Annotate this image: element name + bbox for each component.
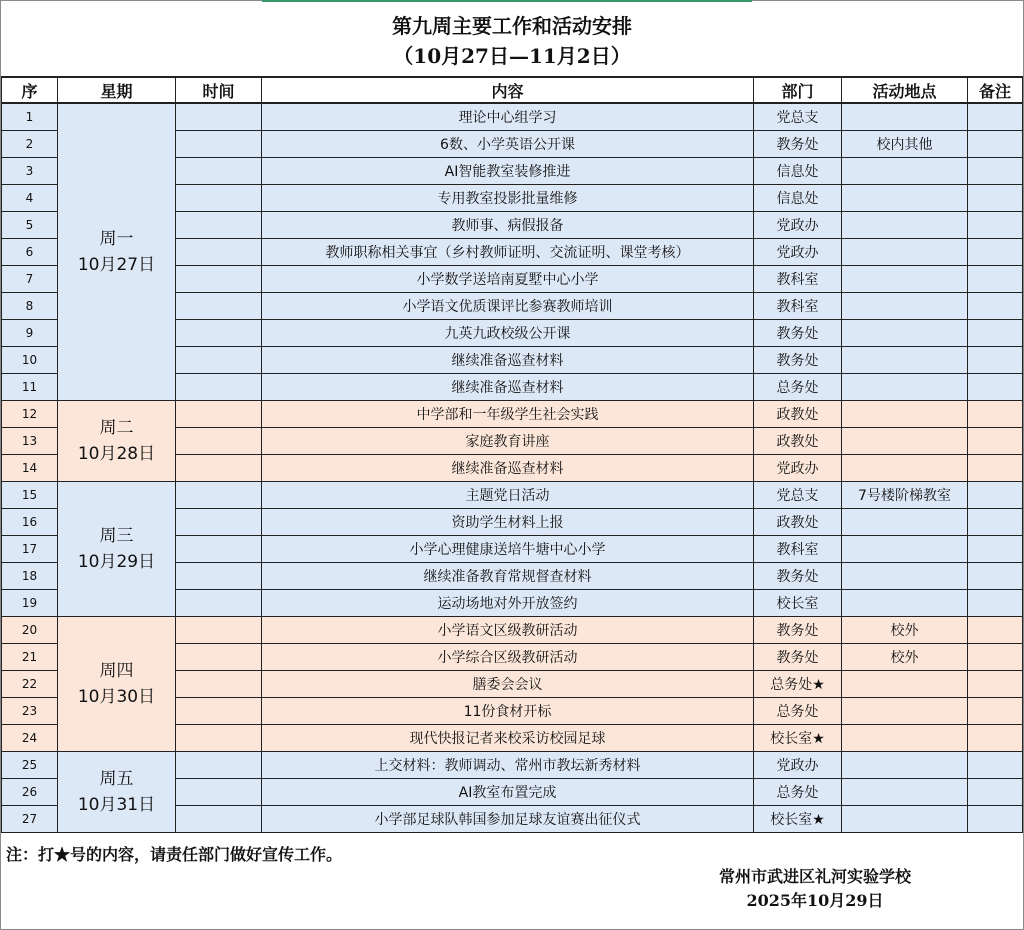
cell-time[interactable] [176,644,262,671]
cell-no[interactable]: 23 [2,698,58,725]
cell-dept[interactable]: 校长室★ [754,806,842,833]
cell-place[interactable] [842,671,968,698]
cell-dept[interactable]: 校长室★ [754,725,842,752]
weekday-label: 周四 [99,661,134,681]
col-header-time: 时间 [176,77,262,103]
cell-content[interactable]: 教师职称相关事宜（乡村教师证明、交流证明、课堂考核） [262,239,754,266]
cell-content[interactable]: 继续准备巡查材料 [262,455,754,482]
cell-no[interactable]: 24 [2,725,58,752]
cell-place[interactable]: 校内其他 [842,131,968,158]
cell-place[interactable] [842,103,968,131]
cell-time[interactable] [176,401,262,428]
cell-place[interactable] [842,212,968,239]
footnote: 注：打★号的内容，请责任部门做好宣传工作。 [6,845,343,864]
cell-content[interactable]: 主题党日活动 [262,482,754,509]
cell-content[interactable]: 小学语文优质课评比参赛教师培训 [262,293,754,320]
cell-content[interactable]: 小学心理健康送培牛塘中心小学 [262,536,754,563]
selection-indicator [262,0,752,2]
cell-time[interactable] [176,455,262,482]
signature-date: 2025年10月29日 [746,891,884,910]
cell-no[interactable]: 14 [2,455,58,482]
cell-dept[interactable]: 教科室 [754,266,842,293]
cell-dept[interactable]: 党总支 [754,103,842,131]
cell-time[interactable] [176,185,262,212]
cell-content[interactable]: 现代快报记者来校采访校园足球 [262,725,754,752]
cell-content[interactable]: AI智能教室装修推进 [262,158,754,185]
cell-remark[interactable] [968,590,1023,617]
cell-time[interactable] [176,320,262,347]
school-signature: 常州市武进区礼河实验学校 [718,867,911,886]
cell-dept[interactable]: 总务处 [754,374,842,401]
cell-remark[interactable] [968,563,1023,590]
cell-content[interactable]: 家庭教育讲座 [262,428,754,455]
cell-dept[interactable]: 信息处 [754,158,842,185]
col-header-place: 活动地点 [842,77,968,103]
cell-dept[interactable]: 教务处 [754,644,842,671]
cell-no[interactable]: 17 [2,536,58,563]
page-title: 第九周主要工作和活动安排 [392,14,632,38]
cell-content[interactable]: 膳委会会议 [262,671,754,698]
weekday-label: 周一 [99,229,134,249]
cell-remark[interactable] [968,293,1023,320]
table-row [2,752,1023,779]
cell-time[interactable] [176,158,262,185]
cell-dept[interactable]: 政教处 [754,428,842,455]
cell-day[interactable] [58,401,176,482]
cell-remark[interactable] [968,806,1023,833]
cell-no[interactable]: 21 [2,644,58,671]
cell-day[interactable] [58,617,176,752]
cell-no[interactable]: 11 [2,374,58,401]
cell-place[interactable] [842,752,968,779]
cell-content[interactable]: 继续准备巡查材料 [262,374,754,401]
cell-content[interactable]: 6数、小学英语公开课 [262,131,754,158]
cell-content[interactable]: 教师事、病假报备 [262,212,754,239]
col-header-dept: 部门 [754,77,842,103]
cell-dept[interactable]: 教科室 [754,536,842,563]
col-header-day: 星期 [58,77,176,103]
cell-remark[interactable] [968,103,1023,131]
cell-remark[interactable] [968,320,1023,347]
cell-no[interactable]: 15 [2,482,58,509]
cell-place[interactable] [842,590,968,617]
cell-no[interactable]: 13 [2,428,58,455]
cell-dept[interactable]: 党政办 [754,455,842,482]
cell-place[interactable] [842,158,968,185]
header-row [2,77,1023,103]
cell-place[interactable] [842,779,968,806]
cell-day[interactable] [58,482,176,617]
cell-dept[interactable]: 总务处 [754,779,842,806]
cell-no[interactable]: 1 [2,103,58,131]
cell-place[interactable] [842,536,968,563]
cell-dept[interactable]: 教务处 [754,347,842,374]
cell-remark[interactable] [968,671,1023,698]
cell-place[interactable] [842,698,968,725]
cell-no[interactable]: 18 [2,563,58,590]
cell-dept[interactable]: 校长室 [754,590,842,617]
cell-remark[interactable] [968,131,1023,158]
col-header-content: 内容 [262,77,754,103]
table-row [2,482,1023,509]
cell-no[interactable]: 22 [2,671,58,698]
cell-remark[interactable] [968,185,1023,212]
cell-content[interactable]: 小学数学送培南夏墅中心小学 [262,266,754,293]
cell-place[interactable]: 校外 [842,644,968,671]
cell-no[interactable]: 27 [2,806,58,833]
cell-no[interactable]: 3 [2,158,58,185]
cell-no[interactable]: 5 [2,212,58,239]
cell-place[interactable] [842,293,968,320]
cell-dept[interactable]: 教务处 [754,131,842,158]
cell-dept[interactable]: 教科室 [754,293,842,320]
cell-dept[interactable]: 教务处 [754,563,842,590]
cell-content[interactable]: 九英九政校级公开课 [262,320,754,347]
cell-content[interactable]: 中学部和一年级学生社会实践 [262,401,754,428]
cell-content[interactable]: 继续准备巡查材料 [262,347,754,374]
cell-remark[interactable] [968,158,1023,185]
cell-no[interactable]: 16 [2,509,58,536]
cell-remark[interactable] [968,428,1023,455]
cell-no[interactable]: 6 [2,239,58,266]
cell-time[interactable] [176,563,262,590]
date-label: 10月27日 [77,255,156,275]
cell-dept[interactable]: 教务处 [754,320,842,347]
cell-place[interactable] [842,428,968,455]
cell-content[interactable]: 理论中心组学习 [262,103,754,131]
weekday-label: 周二 [99,418,134,438]
cell-content[interactable]: 继续准备教育常规督查材料 [262,563,754,590]
cell-no[interactable]: 20 [2,617,58,644]
table-row [2,103,1023,131]
cell-remark[interactable] [968,644,1023,671]
cell-remark[interactable] [968,752,1023,779]
cell-day[interactable] [58,752,176,833]
cell-no[interactable]: 12 [2,401,58,428]
cell-time[interactable] [176,671,262,698]
cell-remark[interactable] [968,725,1023,752]
cell-content[interactable]: AI教室布置完成 [262,779,754,806]
cell-time[interactable] [176,428,262,455]
cell-day[interactable] [58,103,176,401]
cell-dept[interactable]: 党政办 [754,239,842,266]
cell-remark[interactable] [968,779,1023,806]
schedule-table [1,76,1023,833]
cell-dept[interactable]: 党政办 [754,212,842,239]
cell-remark[interactable] [968,374,1023,401]
cell-time[interactable] [176,347,262,374]
schedule-body [2,103,1023,833]
cell-dept[interactable]: 教务处 [754,617,842,644]
cell-time[interactable] [176,806,262,833]
cell-content[interactable]: 运动场地对外开放签约 [262,590,754,617]
cell-dept[interactable]: 总务处 [754,698,842,725]
cell-dept[interactable]: 信息处 [754,185,842,212]
cell-place[interactable] [842,509,968,536]
cell-no[interactable]: 10 [2,347,58,374]
cell-place[interactable] [842,374,968,401]
cell-place[interactable] [842,401,968,428]
page-subtitle: （10月27日—11月2日） [393,44,631,68]
cell-remark[interactable] [968,482,1023,509]
cell-place[interactable] [842,806,968,833]
cell-time[interactable] [176,779,262,806]
cell-no[interactable]: 25 [2,752,58,779]
cell-place[interactable] [842,347,968,374]
cell-remark[interactable] [968,509,1023,536]
cell-time[interactable] [176,698,262,725]
cell-time[interactable] [176,239,262,266]
cell-no[interactable]: 7 [2,266,58,293]
cell-remark[interactable] [968,455,1023,482]
cell-content[interactable]: 小学语文区级教研活动 [262,617,754,644]
cell-no[interactable]: 4 [2,185,58,212]
cell-place[interactable] [842,239,968,266]
cell-remark[interactable] [968,347,1023,374]
cell-time[interactable] [176,725,262,752]
cell-dept[interactable]: 政教处 [754,401,842,428]
cell-no[interactable]: 8 [2,293,58,320]
cell-time[interactable] [176,212,262,239]
weekday-label: 周三 [99,526,134,546]
cell-content[interactable]: 专用教室投影批量维修 [262,185,754,212]
date-label: 10月30日 [77,687,156,707]
cell-no[interactable]: 26 [2,779,58,806]
cell-content[interactable]: 小学部足球队韩国参加足球友谊赛出征仪式 [262,806,754,833]
cell-remark[interactable] [968,617,1023,644]
cell-time[interactable] [176,266,262,293]
cell-place[interactable] [842,563,968,590]
cell-time[interactable] [176,374,262,401]
cell-remark[interactable] [968,212,1023,239]
cell-content[interactable]: 上交材料：教师调动、常州市教坛新秀材料 [262,752,754,779]
cell-content[interactable]: 资助学生材料上报 [262,509,754,536]
cell-place[interactable]: 7号楼阶梯教室 [842,482,968,509]
cell-remark[interactable] [968,698,1023,725]
col-header-remark: 备注 [968,77,1023,103]
cell-place[interactable]: 校外 [842,617,968,644]
date-label: 10月28日 [77,444,156,464]
cell-time[interactable] [176,536,262,563]
cell-remark[interactable] [968,266,1023,293]
cell-time[interactable] [176,482,262,509]
cell-content[interactable]: 小学综合区级教研活动 [262,644,754,671]
cell-dept[interactable]: 总务处★ [754,671,842,698]
cell-place[interactable] [842,266,968,293]
cell-no[interactable]: 2 [2,131,58,158]
table-row [2,617,1023,644]
table-row [2,401,1023,428]
cell-time[interactable] [176,103,262,131]
cell-time[interactable] [176,752,262,779]
cell-time[interactable] [176,617,262,644]
cell-time[interactable] [176,293,262,320]
weekday-label: 周五 [99,769,134,789]
cell-remark[interactable] [968,536,1023,563]
cell-remark[interactable] [968,401,1023,428]
col-header-no: 序 [2,77,58,103]
cell-place[interactable] [842,185,968,212]
cell-time[interactable] [176,509,262,536]
cell-remark[interactable] [968,239,1023,266]
cell-dept[interactable]: 政教处 [754,509,842,536]
cell-no[interactable]: 9 [2,320,58,347]
cell-time[interactable] [176,131,262,158]
cell-dept[interactable]: 党政办 [754,752,842,779]
date-label: 10月29日 [77,552,156,572]
date-label: 10月31日 [77,795,156,815]
cell-time[interactable] [176,590,262,617]
cell-dept[interactable]: 党总支 [754,482,842,509]
cell-no[interactable]: 19 [2,590,58,617]
cell-place[interactable] [842,725,968,752]
cell-place[interactable] [842,455,968,482]
cell-content[interactable]: 11份食材开标 [262,698,754,725]
cell-place[interactable] [842,320,968,347]
